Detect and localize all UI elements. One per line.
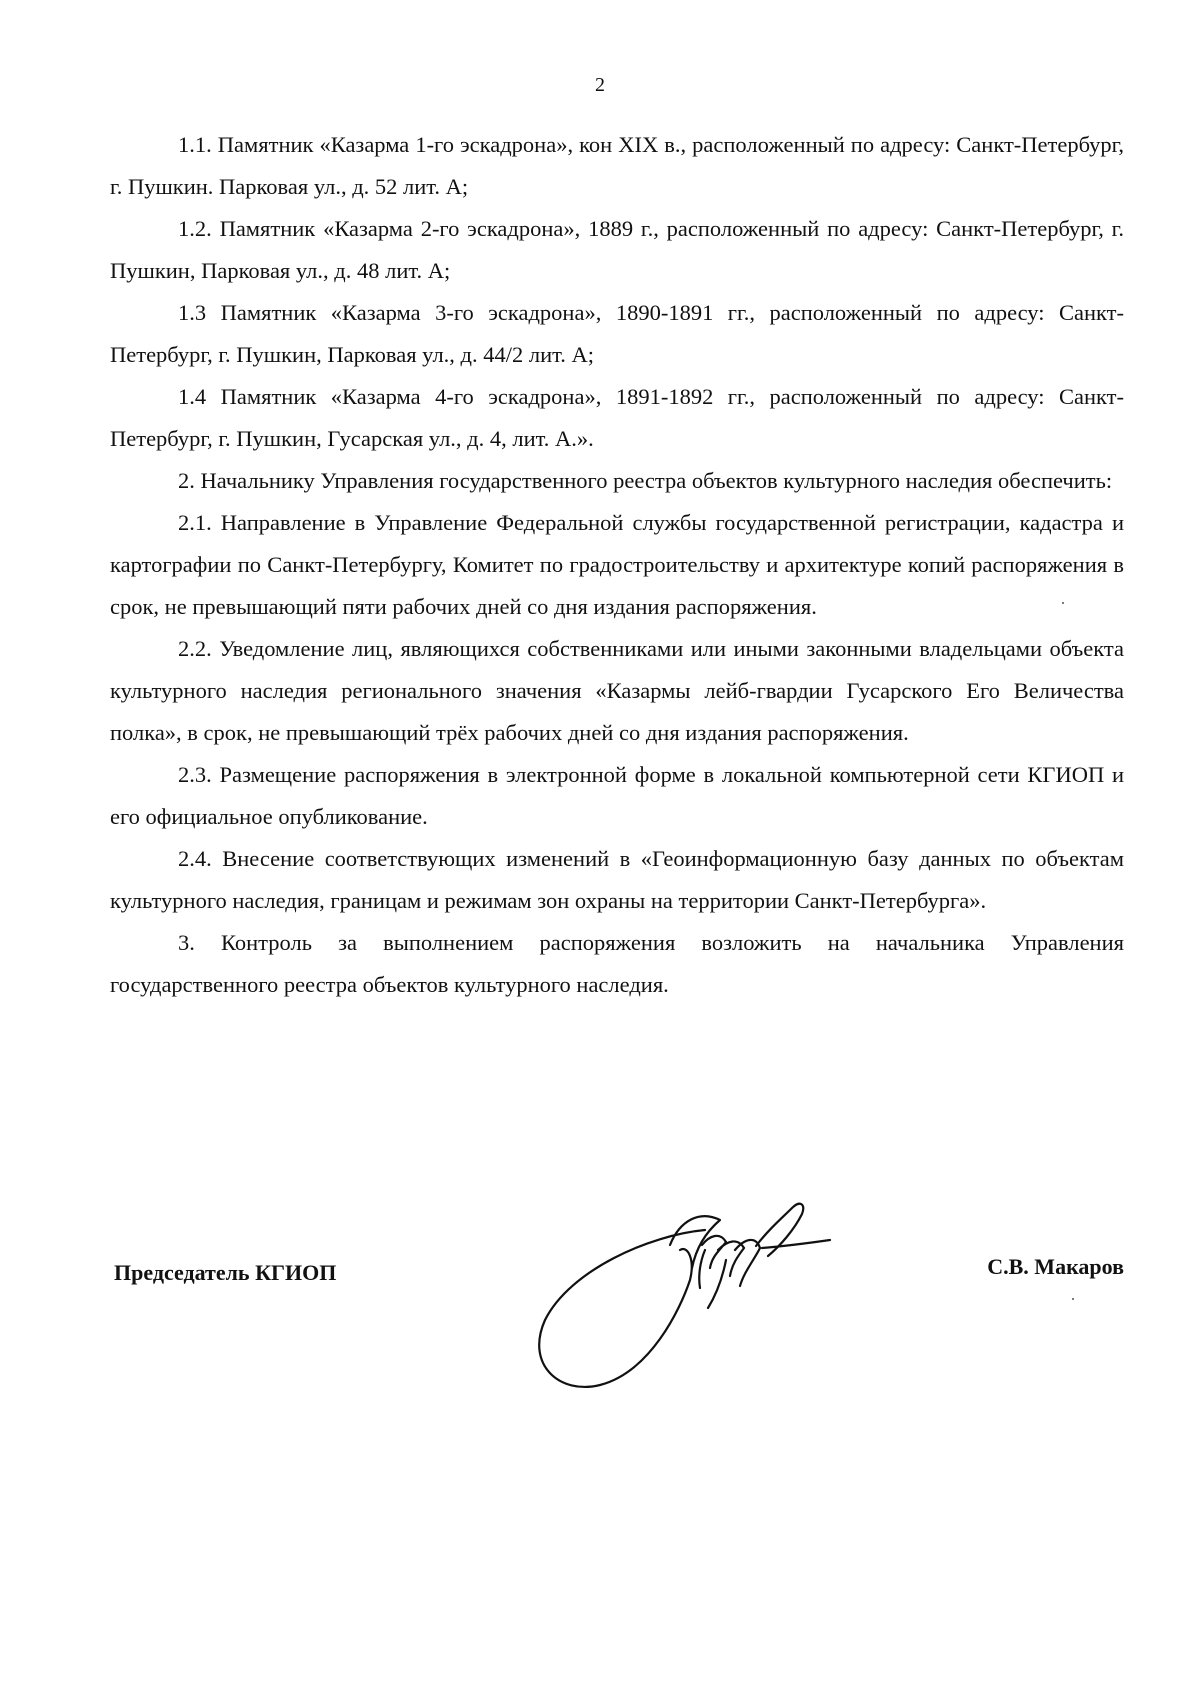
scan-speck [1072, 1298, 1074, 1300]
paragraph-2-4: 2.4. Внесение соответствующих изменений в «Геоинформационную базу данных по объектам культурного наследия, границам и режимам зон охраны на территории Санкт-Петербурга». [110, 846, 1124, 913]
paragraph-1-4: 1.4 Памятник «Казарма 4-го эскадрона», 1891-1892 гг., расположенный по адресу: Санкт-Петербург, г. Пушкин, Гусарская ул., д. 4, лит. А.». [110, 384, 1124, 451]
paragraph-3: 3. Контроль за выполнением распоряжения возложить на начальника Управления государственного реестра объектов культурного наследия. [110, 930, 1124, 997]
paragraph-2-3: 2.3. Размещение распоряжения в электронной форме в локальной компьютерной сети КГИОП и его официальное опубликование. [110, 762, 1124, 829]
paragraph-1-3: 1.3 Памятник «Казарма 3-го эскадрона», 1890-1891 гг., расположенный по адресу: Санкт-Петербург, г. Пушкин, Парковая ул., д. 44/2 лит. А; [110, 300, 1124, 367]
page-number: 2 [595, 74, 605, 96]
paragraph-2-1: 2.1. Направление в Управление Федеральной службы государственной регистрации, кадастра и картографии по Санкт-Петербургу, Комитет по градостроительству и архитектуре копий распоряжения в срок, не превышающий пяти рабочих дней со дня издания распоряжения. [110, 510, 1124, 619]
paragraph-1-1: 1.1. Памятник «Казарма 1-го эскадрона», кон XIX в., расположенный по адресу: Санкт-Петербург, г. Пушкин. Парковая ул., д. 52 лит. А; [110, 132, 1124, 199]
paragraph-2: 2. Начальнику Управления государственного реестра объектов культурного наследия обеспечить: [178, 468, 1113, 493]
signer-name: С.В. Макаров [987, 1254, 1124, 1279]
scan-speck [1062, 602, 1064, 604]
paragraph-2-2: 2.2. Уведомление лиц, являющихся собственниками или иными законными владельцами объекта культурного наследия регионального значения «Казармы лейб-гвардии Гусарского Его Величества полка», в срок, не превышающий трёх рабочих дней со дня издания распоряжения. [110, 636, 1124, 745]
paragraph-1-2: 1.2. Памятник «Казарма 2-го эскадрона», 1889 г., расположенный по адресу: Санкт-Петербург, г. Пушкин, Парковая ул., д. 48 лит. А; [110, 216, 1124, 283]
document-body [110, 124, 1124, 1006]
handwritten-signature [530, 1190, 870, 1420]
signer-title: Председатель КГИОП [114, 1260, 337, 1285]
